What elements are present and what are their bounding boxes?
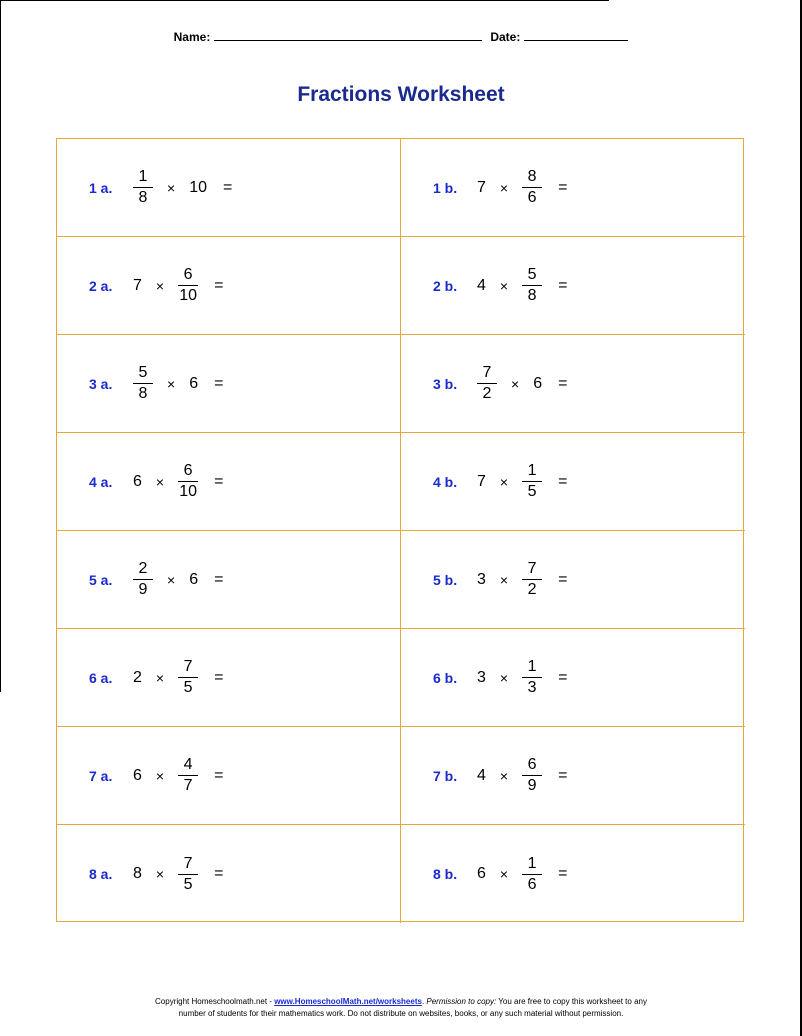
problem-label: 4 a. [89, 473, 113, 490]
fraction-denominator: 8 [527, 287, 537, 304]
problems-grid [56, 138, 744, 922]
fraction-denominator: 6 [527, 875, 537, 893]
whole-number: 6 [477, 865, 486, 882]
problem-label: 7 b. [433, 767, 458, 784]
problem-cell [57, 727, 401, 825]
equals-sign: = [214, 668, 224, 686]
problem-expression [129, 167, 232, 208]
fraction [518, 854, 546, 895]
whole-number: 7 [133, 276, 142, 294]
multiply-sign: × [167, 571, 176, 588]
fraction-denominator: 6 [527, 189, 537, 206]
fraction-numerator: 5 [527, 266, 537, 283]
fraction [518, 461, 546, 502]
multiply-sign: × [499, 767, 509, 784]
problem-expression [473, 657, 567, 698]
problem-cell [57, 629, 401, 727]
whole-number: 6 [133, 472, 142, 490]
problem-cell [401, 531, 745, 629]
fraction [174, 461, 202, 502]
problem-cell [57, 531, 401, 629]
multiply-sign: × [499, 277, 509, 294]
problem-label: 7 a. [89, 767, 113, 784]
name-blank-line [214, 30, 482, 41]
multiply-sign: × [499, 571, 509, 588]
fraction [129, 167, 157, 208]
whole-number: 4 [477, 766, 486, 784]
page-edge-top [0, 0, 609, 1]
problem-expression [473, 167, 567, 208]
equals-sign: = [558, 570, 568, 588]
fraction-denominator: 9 [527, 777, 537, 794]
equals-sign: = [214, 276, 224, 294]
footer-copyright: Copyright Homeschoolmath.net - [155, 997, 275, 1006]
whole-number: 6 [189, 374, 199, 392]
whole-number: 4 [477, 276, 486, 294]
multiply-sign: × [511, 375, 520, 392]
problem-cell [401, 335, 745, 433]
fraction-numerator: 6 [527, 756, 537, 773]
equals-sign: = [214, 766, 224, 784]
fraction-numerator: 7 [183, 854, 193, 872]
problem-label: 5 b. [433, 571, 458, 588]
footer-permission-text: You are free to copy this worksheet to any [496, 997, 647, 1006]
whole-number: 10 [189, 178, 207, 196]
multiply-sign: × [499, 669, 509, 686]
multiply-sign: × [499, 179, 509, 196]
problem-expression [129, 559, 223, 600]
equals-sign: = [214, 374, 224, 392]
fraction-denominator: 5 [183, 679, 193, 696]
problem-cell [57, 237, 401, 335]
problem-cell [57, 433, 401, 531]
problem-label: 2 b. [433, 277, 458, 294]
fraction-numerator: 2 [138, 560, 148, 577]
fraction [518, 559, 546, 600]
multiply-sign: × [155, 277, 165, 294]
fraction-denominator: 7 [183, 777, 193, 794]
problem-expression [129, 854, 223, 895]
fraction [518, 755, 546, 796]
fraction-numerator: 6 [183, 462, 193, 479]
multiply-sign: × [155, 866, 165, 882]
problem-expression [473, 461, 567, 502]
fraction-numerator: 1 [527, 658, 537, 675]
problem-label: 5 a. [89, 571, 113, 588]
equals-sign: = [214, 472, 224, 490]
multiply-sign: × [155, 473, 165, 490]
problem-cell [401, 727, 745, 825]
problem-expression [129, 265, 223, 306]
problem-expression [129, 363, 223, 404]
footer [0, 996, 802, 1020]
multiply-sign: × [167, 179, 176, 196]
equals-sign: = [558, 766, 568, 784]
fraction [174, 755, 202, 796]
whole-number: 3 [477, 570, 486, 588]
footer-permission-label: Permission to copy: [426, 997, 497, 1006]
fraction [174, 657, 202, 698]
date-blank-line [524, 30, 628, 41]
fraction-denominator: 3 [527, 679, 537, 696]
fraction-denominator: 10 [179, 287, 197, 304]
fraction [518, 265, 546, 306]
worksheet-title: Fractions Worksheet [297, 83, 505, 106]
footer-link[interactable]: www.HomeschoolMath.net/worksheets [274, 997, 422, 1006]
multiply-sign: × [499, 473, 509, 490]
problem-expression [473, 559, 567, 600]
footer-line-2: number of students for their mathematics work. Do not distribute on websites, books, or any such material without permission. [178, 1009, 624, 1018]
equals-sign: = [214, 865, 224, 882]
problem-expression [129, 657, 223, 698]
equals-sign: = [558, 374, 568, 392]
fraction-denominator: 5 [527, 483, 537, 500]
equals-sign: = [558, 276, 568, 294]
equals-sign: = [558, 178, 568, 196]
fraction-denominator: 5 [183, 875, 193, 893]
fraction-numerator: 5 [138, 364, 148, 381]
whole-number: 6 [189, 570, 199, 588]
fraction-numerator: 7 [527, 560, 537, 577]
problem-label: 2 a. [89, 277, 113, 294]
problem-label: 8 b. [433, 866, 458, 882]
fraction [518, 657, 546, 698]
problem-label: 1 b. [433, 179, 458, 196]
problem-cell [57, 335, 401, 433]
name-label: Name: [173, 30, 211, 44]
problem-cell [401, 139, 745, 237]
fraction-numerator: 8 [527, 168, 537, 185]
problem-label: 3 b. [433, 375, 458, 392]
problem-expression [473, 265, 567, 306]
problem-label: 3 a. [89, 375, 113, 392]
whole-number: 8 [133, 865, 142, 882]
fraction-denominator: 8 [138, 385, 148, 402]
fraction-numerator: 1 [527, 462, 537, 479]
fraction-denominator: 8 [138, 189, 148, 206]
problem-expression [473, 755, 567, 796]
equals-sign: = [214, 570, 224, 588]
problem-expression [473, 854, 567, 895]
whole-number: 7 [477, 472, 486, 490]
fraction [129, 363, 157, 404]
date-label: Date: [490, 30, 521, 44]
whole-number: 2 [133, 668, 142, 686]
equals-sign: = [558, 668, 568, 686]
problem-expression [473, 363, 567, 404]
fraction [473, 363, 501, 404]
problem-cell [57, 139, 401, 237]
problem-cell [401, 629, 745, 727]
equals-sign: = [222, 178, 233, 196]
multiply-sign: × [167, 375, 176, 392]
fraction-numerator: 4 [183, 756, 193, 773]
fraction-denominator: 10 [179, 483, 197, 500]
name-date-header [0, 30, 802, 44]
problem-expression [129, 755, 223, 796]
multiply-sign: × [155, 767, 165, 784]
problem-expression [129, 461, 223, 502]
problem-label: 6 b. [433, 669, 458, 686]
equals-sign: = [558, 472, 568, 490]
problem-cell [401, 433, 745, 531]
fraction-numerator: 6 [183, 266, 193, 283]
whole-number: 6 [133, 766, 142, 784]
whole-number: 6 [533, 374, 543, 392]
footer-line-1 [0, 996, 802, 1008]
equals-sign: = [558, 865, 568, 882]
multiply-sign: × [155, 669, 165, 686]
fraction-denominator: 2 [482, 385, 492, 402]
fraction [174, 854, 202, 895]
fraction-numerator: 7 [183, 658, 193, 675]
problem-label: 8 a. [89, 866, 113, 882]
problem-label: 1 a. [89, 179, 113, 196]
fraction [129, 559, 157, 600]
whole-number: 3 [477, 668, 486, 686]
problem-cell [401, 237, 745, 335]
fraction-numerator: 1 [527, 854, 537, 872]
fraction-numerator: 7 [482, 364, 492, 381]
whole-number: 7 [477, 178, 486, 196]
problem-cell [401, 825, 745, 923]
problem-cell [57, 825, 401, 923]
footer-sep: . [421, 997, 427, 1006]
problem-label: 6 a. [89, 669, 113, 686]
fraction-denominator: 9 [138, 581, 148, 598]
fraction-denominator: 2 [527, 581, 537, 598]
fraction [518, 167, 546, 208]
problem-label: 4 b. [433, 473, 458, 490]
fraction-numerator: 1 [138, 168, 148, 185]
fraction [174, 265, 202, 306]
multiply-sign: × [499, 866, 509, 882]
